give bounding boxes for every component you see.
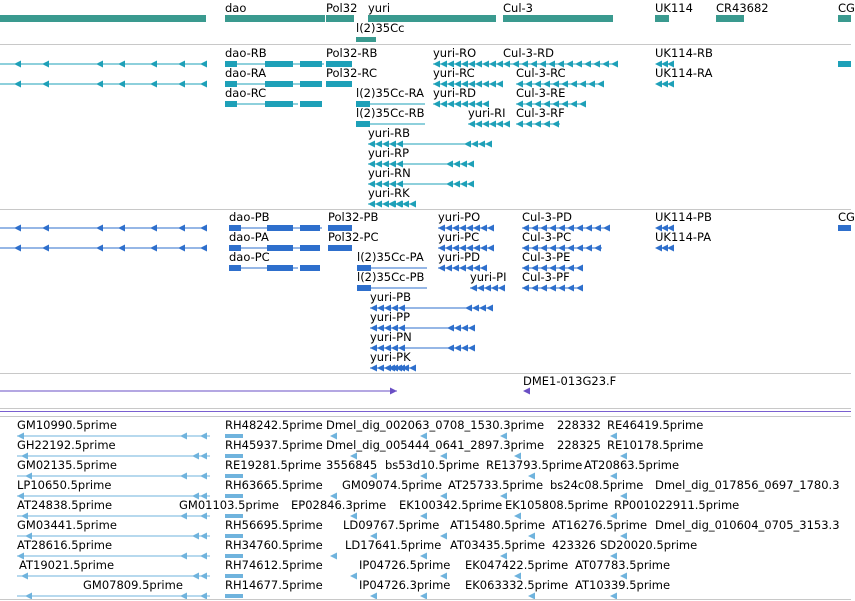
strand-arrow[interactable] bbox=[42, 61, 49, 68]
track-separator bbox=[0, 408, 851, 409]
est-label[interactable]: AT25733.5prime bbox=[448, 478, 544, 492]
strand-arrow[interactable] bbox=[531, 285, 538, 292]
strand-arrow[interactable] bbox=[200, 245, 207, 252]
protein-label[interactable]: yuri-PP bbox=[370, 310, 411, 324]
est-label[interactable]: GM01103.5prime bbox=[179, 498, 279, 512]
strand-arrow[interactable] bbox=[593, 61, 600, 68]
protein-label[interactable]: yuri-PO bbox=[438, 210, 481, 224]
strand-arrow[interactable] bbox=[486, 305, 493, 312]
strand-arrow[interactable] bbox=[594, 245, 601, 252]
strand-arrow[interactable] bbox=[575, 61, 582, 68]
gene-label[interactable]: UK114 bbox=[655, 1, 693, 15]
strand-arrow[interactable] bbox=[200, 61, 207, 68]
strand-arrow[interactable] bbox=[661, 81, 668, 88]
protein-label[interactable]: yuri-PK bbox=[370, 350, 411, 364]
strand-arrow[interactable] bbox=[14, 81, 21, 88]
strand-arrow[interactable] bbox=[178, 245, 185, 252]
gene-bar[interactable] bbox=[0, 15, 206, 22]
gene-bar[interactable] bbox=[326, 15, 354, 22]
strand-arrow[interactable] bbox=[460, 181, 467, 188]
exon-block[interactable] bbox=[267, 265, 293, 271]
est-match-label[interactable]: DME1-013G23.F bbox=[523, 374, 617, 388]
track-separator bbox=[0, 209, 851, 210]
strand-arrow[interactable] bbox=[585, 225, 592, 232]
exon-block[interactable] bbox=[300, 61, 322, 67]
est-label[interactable]: EP02846.3prime bbox=[291, 498, 387, 512]
gene-bar[interactable] bbox=[503, 15, 613, 22]
strand-arrow[interactable] bbox=[377, 365, 384, 372]
protein-label[interactable]: yuri-PD bbox=[438, 250, 480, 264]
est-label[interactable]: AT19021.5prime bbox=[19, 558, 115, 572]
protein-label[interactable]: yuri-PN bbox=[370, 330, 412, 344]
gene-label[interactable]: yuri bbox=[368, 1, 391, 15]
exon-block[interactable] bbox=[229, 265, 241, 271]
strand-arrow[interactable] bbox=[200, 433, 207, 440]
strand-arrow[interactable] bbox=[482, 81, 489, 88]
exon-block[interactable] bbox=[267, 245, 293, 251]
protein-label[interactable]: Cul-3-PD bbox=[522, 210, 572, 224]
transcript-label[interactable]: yuri-RB bbox=[368, 126, 411, 140]
strand-arrow[interactable] bbox=[579, 101, 586, 108]
strand-arrow[interactable] bbox=[661, 245, 668, 252]
exon-block[interactable] bbox=[265, 81, 293, 87]
strand-arrow[interactable] bbox=[594, 225, 601, 232]
gene-label[interactable]: Cul-3 bbox=[503, 1, 533, 15]
gene-label[interactable]: l(2)35Cc bbox=[356, 21, 405, 35]
strand-arrow[interactable] bbox=[438, 265, 445, 272]
strand-arrow[interactable] bbox=[602, 61, 609, 68]
est-label[interactable]: Dmel_dig_002063_0708_1530.3prime bbox=[326, 418, 545, 432]
transcript-label[interactable]: l(2)35Cc-RB bbox=[356, 106, 425, 120]
gene-label[interactable]: Pol32 bbox=[326, 1, 358, 15]
strand-arrow[interactable] bbox=[150, 81, 157, 88]
est-label[interactable]: EK047422.5prime bbox=[465, 558, 569, 572]
strand-arrow[interactable] bbox=[566, 61, 573, 68]
est-label[interactable]: Dmel_dig_005444_0641_2897.3prime bbox=[326, 438, 545, 452]
protein-label[interactable]: Pol32-PB bbox=[328, 210, 379, 224]
strand-arrow[interactable] bbox=[480, 245, 487, 252]
strand-arrow[interactable] bbox=[200, 553, 207, 560]
strand-arrow[interactable] bbox=[409, 201, 416, 208]
est-label[interactable]: AT10339.5prime bbox=[575, 578, 671, 592]
est-label[interactable]: RH14677.5prime bbox=[225, 578, 323, 592]
strand-arrow[interactable] bbox=[150, 61, 157, 68]
est-label[interactable]: EK105808.5prime bbox=[505, 498, 609, 512]
strand-arrow[interactable] bbox=[447, 101, 454, 108]
strand-arrow[interactable] bbox=[475, 81, 482, 88]
est-read-block[interactable] bbox=[225, 594, 243, 598]
strand-arrow[interactable] bbox=[484, 285, 491, 292]
strand-arrow[interactable] bbox=[477, 285, 484, 292]
est-label[interactable]: GM10990.5prime bbox=[17, 418, 117, 432]
est-label[interactable]: AT07783.5prime bbox=[575, 558, 671, 572]
strand-arrow[interactable] bbox=[482, 61, 489, 68]
transcript-label[interactable]: Cul-3-RF bbox=[516, 106, 565, 120]
strand-arrow[interactable] bbox=[178, 81, 185, 88]
exon-block[interactable] bbox=[300, 101, 322, 107]
strand-arrow[interactable] bbox=[525, 121, 532, 128]
est-label[interactable]: EK100342.5prime bbox=[399, 498, 503, 512]
strand-arrow[interactable] bbox=[667, 245, 674, 252]
exon-block[interactable] bbox=[265, 101, 293, 107]
strand-arrow[interactable] bbox=[543, 121, 550, 128]
strand-arrow[interactable] bbox=[390, 388, 397, 395]
strand-arrow[interactable] bbox=[603, 225, 610, 232]
strand-arrow[interactable] bbox=[461, 345, 468, 352]
gene-bar[interactable] bbox=[356, 37, 376, 42]
strand-arrow[interactable] bbox=[150, 225, 157, 232]
protein-label[interactable]: l(2)35Cc-PA bbox=[357, 250, 424, 264]
transcript-label[interactable]: UK114-RA bbox=[655, 66, 713, 80]
transcript-label[interactable]: Pol32-RC bbox=[326, 66, 377, 80]
strand-arrow[interactable] bbox=[534, 121, 541, 128]
transcript-label[interactable]: Pol32-RB bbox=[326, 46, 378, 60]
est-label[interactable]: RP001022911.5prime bbox=[614, 498, 740, 512]
strand-arrow[interactable] bbox=[585, 245, 592, 252]
strand-arrow[interactable] bbox=[467, 161, 474, 168]
transcript-label[interactable]: dao-RB bbox=[225, 46, 267, 60]
strand-arrow[interactable] bbox=[454, 345, 461, 352]
est-label[interactable]: RE46419.5prime bbox=[607, 418, 704, 432]
strand-arrow[interactable] bbox=[454, 101, 461, 108]
protein-label[interactable]: CG bbox=[838, 210, 855, 224]
strand-arrow[interactable] bbox=[382, 201, 389, 208]
est-label[interactable]: GM09074.5prime bbox=[342, 478, 442, 492]
exon-block[interactable] bbox=[267, 225, 293, 231]
strand-arrow[interactable] bbox=[480, 225, 487, 232]
strand-arrow[interactable] bbox=[178, 61, 185, 68]
strand-arrow[interactable] bbox=[597, 81, 604, 88]
strand-arrow[interactable] bbox=[667, 81, 674, 88]
exon-block[interactable] bbox=[326, 81, 352, 87]
strand-arrow[interactable] bbox=[200, 473, 207, 480]
strand-arrow[interactable] bbox=[576, 265, 583, 272]
strand-arrow[interactable] bbox=[180, 473, 187, 480]
est-label[interactable]: GH22192.5prime bbox=[17, 438, 116, 452]
strand-arrow[interactable] bbox=[468, 325, 475, 332]
est-label[interactable]: GM07809.5prime bbox=[83, 578, 183, 592]
protein-label[interactable]: yuri-PI bbox=[470, 270, 507, 284]
exon-block[interactable] bbox=[838, 61, 851, 67]
strand-arrow[interactable] bbox=[584, 61, 591, 68]
strand-arrow[interactable] bbox=[489, 61, 496, 68]
strand-arrow[interactable] bbox=[330, 553, 337, 560]
strand-arrow[interactable] bbox=[461, 101, 468, 108]
est-label[interactable]: LD17641.5prime bbox=[345, 538, 442, 552]
strand-arrow[interactable] bbox=[465, 305, 472, 312]
strand-arrow[interactable] bbox=[14, 61, 21, 68]
strand-arrow[interactable] bbox=[567, 285, 574, 292]
protein-label[interactable]: Pol32-PC bbox=[328, 230, 379, 244]
protein-label[interactable]: Cul-3-PE bbox=[522, 250, 571, 264]
est-label[interactable]: AT03435.5prime bbox=[450, 538, 546, 552]
strand-arrow[interactable] bbox=[453, 161, 460, 168]
strand-arrow[interactable] bbox=[485, 141, 492, 148]
exon-block[interactable] bbox=[265, 61, 293, 67]
transcript-label[interactable]: yuri-RD bbox=[433, 86, 477, 100]
transcript-label[interactable]: yuri-RK bbox=[368, 186, 410, 200]
transcript-label[interactable]: yuri-RC bbox=[433, 66, 475, 80]
strand-arrow[interactable] bbox=[42, 81, 49, 88]
strand-arrow[interactable] bbox=[459, 265, 466, 272]
strand-arrow[interactable] bbox=[516, 121, 523, 128]
track-separator bbox=[0, 373, 851, 374]
track-separator bbox=[0, 411, 851, 412]
strand-arrow[interactable] bbox=[471, 141, 478, 148]
strand-arrow[interactable] bbox=[468, 121, 475, 128]
strand-arrow[interactable] bbox=[489, 121, 496, 128]
strand-arrow[interactable] bbox=[96, 61, 103, 68]
strand-arrow[interactable] bbox=[487, 225, 494, 232]
est-label[interactable]: AT16276.5prime bbox=[552, 518, 648, 532]
strand-arrow[interactable] bbox=[395, 201, 402, 208]
strand-arrow[interactable] bbox=[487, 245, 494, 252]
transcript-label[interactable]: l(2)35Cc-RA bbox=[356, 86, 425, 100]
strand-arrow[interactable] bbox=[576, 245, 583, 252]
strand-arrow[interactable] bbox=[470, 285, 477, 292]
protein-label[interactable]: Cul-3-PF bbox=[522, 270, 570, 284]
strand-arrow[interactable] bbox=[402, 201, 409, 208]
est-label[interactable]: IP04726.3prime bbox=[359, 578, 451, 592]
strand-arrow[interactable] bbox=[200, 225, 207, 232]
strand-arrow[interactable] bbox=[503, 121, 510, 128]
strand-arrow[interactable] bbox=[446, 161, 453, 168]
transcript-label[interactable]: yuri-RN bbox=[368, 166, 411, 180]
strand-arrow[interactable] bbox=[445, 265, 452, 272]
strand-arrow[interactable] bbox=[655, 81, 662, 88]
strand-arrow[interactable] bbox=[42, 245, 49, 252]
strand-arrow[interactable] bbox=[375, 201, 382, 208]
est-label[interactable]: GM02135.5prime bbox=[17, 458, 117, 472]
strand-arrow[interactable] bbox=[409, 365, 416, 372]
est-label[interactable]: RH45937.5prime bbox=[225, 438, 323, 452]
exon-block[interactable] bbox=[328, 245, 352, 251]
strand-arrow[interactable] bbox=[478, 141, 485, 148]
strand-arrow[interactable] bbox=[464, 141, 471, 148]
est-label[interactable]: 3556845 bbox=[326, 458, 378, 472]
strand-arrow[interactable] bbox=[498, 285, 505, 292]
strand-arrow[interactable] bbox=[479, 305, 486, 312]
strand-arrow[interactable] bbox=[180, 553, 187, 560]
gene-bar[interactable] bbox=[716, 15, 744, 22]
est-label[interactable]: RH74612.5prime bbox=[225, 558, 323, 572]
protein-label[interactable]: UK114-PA bbox=[655, 230, 712, 244]
est-label[interactable]: Dmel_dig_017856_0697_1780.3 bbox=[655, 478, 840, 492]
protein-label[interactable]: Cul-3-PC bbox=[522, 230, 572, 244]
est-label[interactable]: RE13793.5prime bbox=[486, 458, 583, 472]
strand-arrow[interactable] bbox=[118, 81, 125, 88]
est-label[interactable]: Dmel_dig_010604_0705_3153.3 bbox=[655, 518, 840, 532]
strand-arrow[interactable] bbox=[475, 121, 482, 128]
strand-arrow[interactable] bbox=[42, 225, 49, 232]
strand-arrow[interactable] bbox=[118, 245, 125, 252]
est-label[interactable]: AT15480.5prime bbox=[450, 518, 546, 532]
strand-arrow[interactable] bbox=[200, 453, 207, 460]
exon-block[interactable] bbox=[838, 225, 851, 231]
est-label[interactable]: bs53d10.5prime bbox=[385, 458, 480, 472]
strand-arrow[interactable] bbox=[96, 225, 103, 232]
est-label[interactable]: bs24c08.5prime bbox=[550, 478, 644, 492]
strand-arrow[interactable] bbox=[200, 81, 207, 88]
strand-arrow[interactable] bbox=[576, 225, 583, 232]
exon-block[interactable] bbox=[300, 245, 320, 251]
transcript-label[interactable]: yuri-RO bbox=[433, 46, 477, 60]
strand-arrow[interactable] bbox=[350, 573, 357, 580]
protein-label[interactable]: dao-PB bbox=[229, 210, 270, 224]
est-label[interactable]: 423326 bbox=[552, 538, 596, 552]
strand-arrow[interactable] bbox=[192, 533, 199, 540]
transcript-label[interactable]: yuri-RI bbox=[468, 106, 506, 120]
strand-arrow[interactable] bbox=[180, 513, 187, 520]
est-label[interactable]: RH48242.5prime bbox=[225, 418, 323, 432]
strand-arrow[interactable] bbox=[475, 61, 482, 68]
transcript-label[interactable]: Cul-3-RD bbox=[503, 46, 554, 60]
strand-arrow[interactable] bbox=[503, 61, 510, 68]
strand-arrow[interactable] bbox=[200, 533, 207, 540]
transcript-label[interactable]: Cul-3-RE bbox=[516, 86, 566, 100]
est-label[interactable]: LP10650.5prime bbox=[17, 478, 112, 492]
strand-arrow[interactable] bbox=[96, 81, 103, 88]
strand-arrow[interactable] bbox=[655, 245, 662, 252]
strand-arrow[interactable] bbox=[472, 305, 479, 312]
strand-arrow[interactable] bbox=[540, 285, 547, 292]
strand-arrow[interactable] bbox=[192, 573, 199, 580]
transcript-label[interactable]: Cul-3-RC bbox=[516, 66, 566, 80]
exon-block[interactable] bbox=[225, 101, 237, 107]
est-label[interactable]: GM03441.5prime bbox=[17, 518, 117, 532]
protein-label[interactable]: dao-PC bbox=[229, 250, 270, 264]
strand-arrow[interactable] bbox=[14, 225, 21, 232]
strand-arrow[interactable] bbox=[447, 345, 454, 352]
est-label[interactable]: SD20020.5prime bbox=[600, 538, 698, 552]
est-label[interactable]: IP04726.5prime bbox=[359, 558, 451, 572]
exon-block[interactable] bbox=[300, 225, 320, 231]
strand-arrow[interactable] bbox=[370, 365, 377, 372]
strand-arrow[interactable] bbox=[452, 265, 459, 272]
exon-block[interactable] bbox=[300, 265, 320, 271]
est-label[interactable]: 228325 bbox=[557, 438, 601, 452]
gene-label[interactable]: dao bbox=[225, 1, 247, 15]
strand-arrow[interactable] bbox=[552, 121, 559, 128]
strand-arrow[interactable] bbox=[588, 81, 595, 88]
strand-arrow[interactable] bbox=[454, 325, 461, 332]
strand-arrow[interactable] bbox=[368, 201, 375, 208]
strand-arrow[interactable] bbox=[433, 101, 440, 108]
est-label[interactable]: EK063332.5prime bbox=[465, 578, 569, 592]
strand-arrow[interactable] bbox=[200, 513, 207, 520]
strand-arrow[interactable] bbox=[178, 225, 185, 232]
strand-arrow[interactable] bbox=[461, 325, 468, 332]
est-label[interactable]: AT28616.5prime bbox=[17, 538, 113, 552]
strand-arrow[interactable] bbox=[570, 101, 577, 108]
transcript-label[interactable]: dao-RC bbox=[225, 86, 267, 100]
strand-arrow[interactable] bbox=[180, 433, 187, 440]
protein-label[interactable]: dao-PA bbox=[229, 230, 269, 244]
strand-arrow[interactable] bbox=[491, 285, 498, 292]
strand-arrow[interactable] bbox=[496, 121, 503, 128]
est-label[interactable]: RH56695.5prime bbox=[225, 518, 323, 532]
strand-arrow[interactable] bbox=[522, 285, 529, 292]
track-separator bbox=[0, 416, 851, 417]
est-label[interactable]: AT24838.5prime bbox=[17, 498, 113, 512]
strand-arrow[interactable] bbox=[468, 345, 475, 352]
est-label[interactable]: RH34760.5prime bbox=[225, 538, 323, 552]
strand-arrow[interactable] bbox=[467, 181, 474, 188]
est-label[interactable]: RH63665.5prime bbox=[225, 478, 323, 492]
strand-arrow[interactable] bbox=[150, 245, 157, 252]
strand-arrow[interactable] bbox=[570, 81, 577, 88]
strand-arrow[interactable] bbox=[118, 225, 125, 232]
protein-label[interactable]: yuri-PC bbox=[438, 230, 480, 244]
strand-arrow[interactable] bbox=[460, 161, 467, 168]
strand-arrow[interactable] bbox=[192, 453, 199, 460]
strand-arrow[interactable] bbox=[200, 573, 207, 580]
gene-label[interactable]: CR43682 bbox=[716, 1, 769, 15]
est-label[interactable]: AT20863.5prime bbox=[584, 458, 680, 472]
strand-arrow[interactable] bbox=[388, 201, 395, 208]
strand-arrow[interactable] bbox=[558, 285, 565, 292]
strand-arrow[interactable] bbox=[118, 61, 125, 68]
strand-arrow[interactable] bbox=[489, 81, 496, 88]
strand-arrow[interactable] bbox=[611, 61, 618, 68]
protein-label[interactable]: l(2)35Cc-PB bbox=[357, 270, 425, 284]
strand-arrow[interactable] bbox=[446, 181, 453, 188]
gene-label[interactable]: CG bbox=[838, 1, 855, 15]
est-label[interactable]: 228332 bbox=[557, 418, 601, 432]
strand-arrow[interactable] bbox=[496, 61, 503, 68]
strand-arrow[interactable] bbox=[496, 81, 503, 88]
transcript-label[interactable]: yuri-RP bbox=[368, 146, 410, 160]
strand-arrow[interactable] bbox=[440, 101, 447, 108]
est-label[interactable]: RE19281.5prime bbox=[225, 458, 322, 472]
transcript-label[interactable]: UK114-RB bbox=[655, 46, 713, 60]
exon-block[interactable] bbox=[300, 81, 322, 87]
strand-arrow[interactable] bbox=[96, 245, 103, 252]
strand-arrow[interactable] bbox=[576, 285, 583, 292]
est-label[interactable]: LD09767.5prime bbox=[343, 518, 440, 532]
strand-arrow[interactable] bbox=[523, 388, 530, 395]
strand-arrow[interactable] bbox=[453, 181, 460, 188]
protein-label[interactable]: UK114-PB bbox=[655, 210, 712, 224]
track-separator bbox=[0, 44, 851, 45]
protein-label[interactable]: yuri-PB bbox=[370, 290, 411, 304]
strand-arrow[interactable] bbox=[14, 245, 21, 252]
est-label[interactable]: RE10178.5prime bbox=[607, 438, 704, 452]
gene-bar[interactable] bbox=[225, 15, 325, 22]
transcript-label[interactable]: dao-RA bbox=[225, 66, 267, 80]
strand-arrow[interactable] bbox=[447, 325, 454, 332]
track-separator bbox=[0, 599, 851, 600]
strand-arrow[interactable] bbox=[21, 573, 28, 580]
gene-bar[interactable] bbox=[838, 15, 851, 22]
strand-arrow[interactable] bbox=[579, 81, 586, 88]
gene-bar[interactable] bbox=[655, 15, 669, 22]
strand-arrow[interactable] bbox=[482, 121, 489, 128]
strand-arrow[interactable] bbox=[549, 285, 556, 292]
